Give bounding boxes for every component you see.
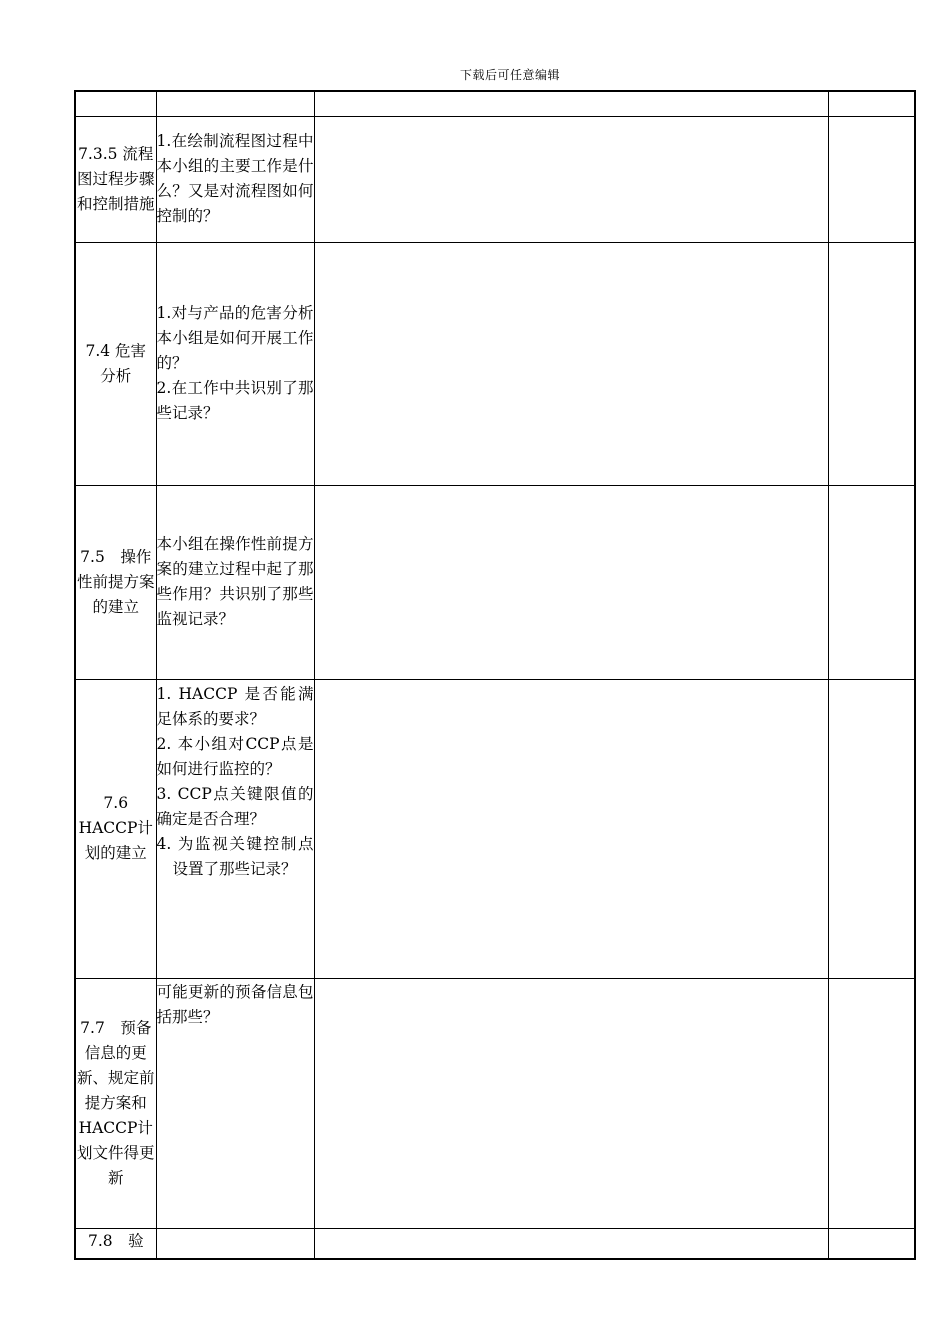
question-line: 2.在工作中共识别了那些记录？ xyxy=(156,379,314,422)
question-cell xyxy=(156,91,314,116)
question-cell xyxy=(156,485,314,679)
clause-cell: 7.3.5 流程图过程步骤和控制措施 xyxy=(75,116,156,242)
question-line: 4. 为监视关键控制点设置了那些记录？ xyxy=(156,834,314,878)
question-cell xyxy=(156,242,314,485)
question-cell xyxy=(156,679,314,978)
audit-checklist-table xyxy=(74,90,916,1260)
record-cell xyxy=(314,679,828,978)
question-line: 本小组在操作性前提方案的建立过程中起了那些作用？共识别了那些监视记录？ xyxy=(156,535,314,628)
remark-cell xyxy=(828,242,915,485)
table-row xyxy=(75,978,915,1228)
table-row xyxy=(75,679,915,978)
record-cell xyxy=(314,1228,828,1259)
remark-cell xyxy=(828,978,915,1228)
question-line: 3. CCP点关键限值的确定是否合理？ xyxy=(156,784,314,828)
table-row xyxy=(75,242,915,485)
clause-cell: 7.6 HACCP计划的建立 xyxy=(75,679,156,978)
table-row xyxy=(75,116,915,242)
remark-cell xyxy=(828,485,915,679)
table-row xyxy=(75,91,915,116)
clause-cell: 7.5 操作性前提方案的建立 xyxy=(75,485,156,679)
clause-cell: 7.4 危害 分析 xyxy=(75,242,156,485)
record-cell xyxy=(314,116,828,242)
table-row xyxy=(75,1228,915,1259)
remark-cell xyxy=(828,116,915,242)
clause-cell: 7.7 预备信息的更新、规定前提方案和HACCP计划文件得更新 xyxy=(75,978,156,1228)
record-cell xyxy=(314,485,828,679)
question-cell xyxy=(156,1228,314,1259)
question-line: 1.在绘制流程图过程中本小组的主要工作是什么？又是对流程图如何控制的？ xyxy=(156,132,314,225)
question-cell xyxy=(156,116,314,242)
question-cell xyxy=(156,978,314,1228)
header-note: 下载后可任意编辑 xyxy=(459,68,560,82)
clause-cell xyxy=(75,91,156,116)
remark-cell xyxy=(828,679,915,978)
question-line: 1.对与产品的危害分析本小组是如何开展工作的？ xyxy=(156,304,314,372)
question-line: 2. 本小组对CCP点是如何进行监控的？ xyxy=(156,734,314,778)
remark-cell xyxy=(828,91,915,116)
question-line: 可能更新的预备信息包括那些？ xyxy=(156,982,314,1026)
table-row xyxy=(75,485,915,679)
record-cell xyxy=(314,242,828,485)
remark-cell xyxy=(828,1228,915,1259)
question-line: 1. HACCP 是否能满足体系的要求？ xyxy=(156,684,314,728)
clause-cell: 7.8 验 xyxy=(75,1228,156,1259)
record-cell xyxy=(314,978,828,1228)
record-cell xyxy=(314,91,828,116)
